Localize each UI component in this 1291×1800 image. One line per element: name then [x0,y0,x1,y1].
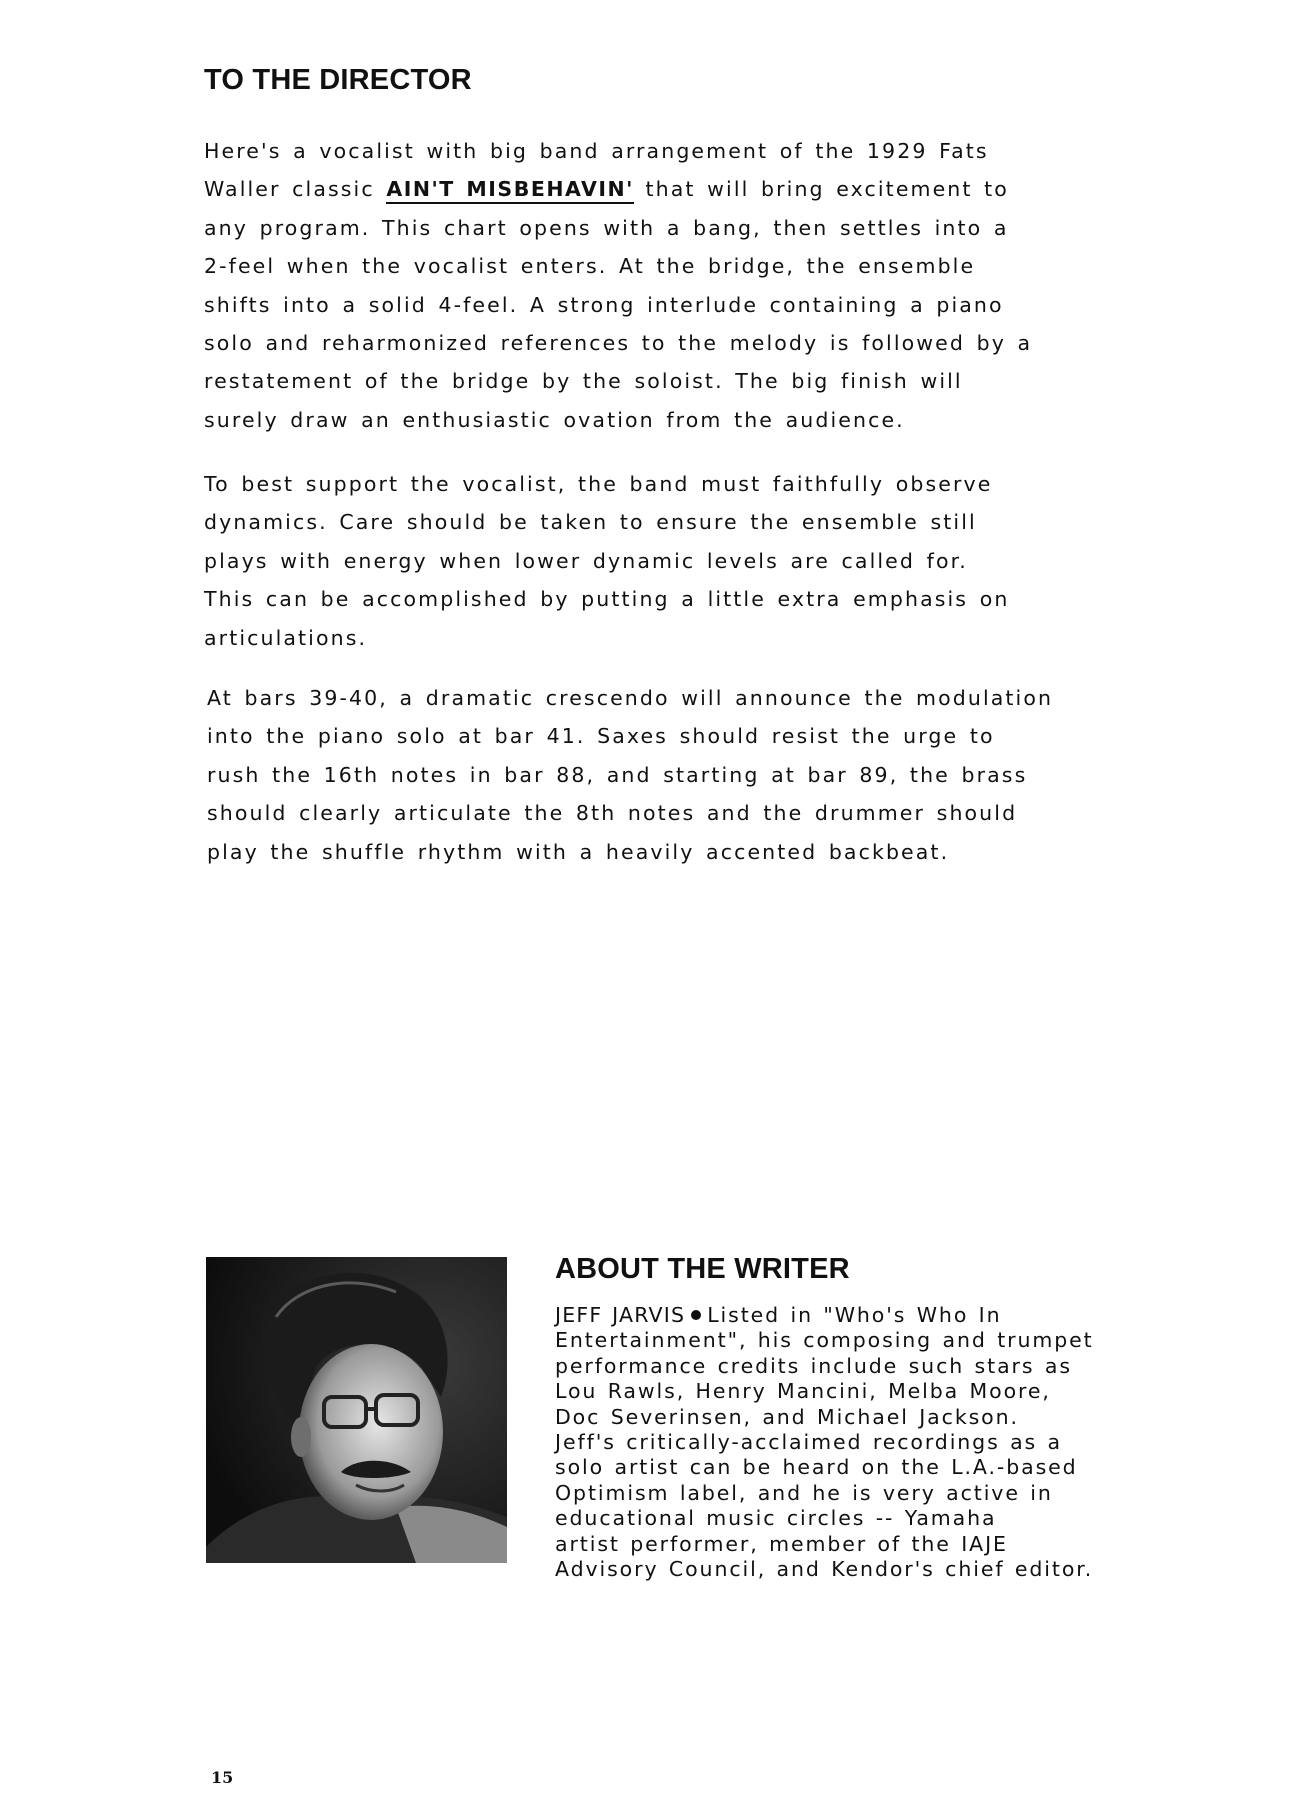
text-line: artist performer, member of the IAJE [555,1531,1008,1556]
text-line: restatement of the bridge by the soloist. The big finish will [204,369,963,394]
text-line: surely draw an enthusiastic ovation from the audience. [204,407,905,432]
writer-bio [555,1303,1155,1582]
text-line: educational music circles -- Yamaha [555,1506,997,1531]
writer-heading: ABOUT THE WRITER [555,1253,850,1285]
text-line: Advisory Council, and Kendor's chief editor. [555,1557,1094,1582]
text-line: Doc Severinsen, and Michael Jackson. [555,1404,1019,1429]
writer-name: JEFF JARVIS [555,1303,686,1327]
text-line: Lou Rawls, Henry Mancini, Melba Moore, [555,1379,1051,1404]
text-line: articulations. [204,625,368,650]
text-line: Here's a vocalist with big band arrangement of the 1929 Fats [204,139,989,163]
text-line: any program. This chart opens with a bang, then settles into a [204,215,1009,240]
text-line: Optimism label, and he is very active in [555,1480,1053,1505]
director-paragraph-1 [204,132,1104,439]
text-line: To best support the vocalist, the band must faithfully observe [204,472,993,496]
text-fragment: Waller classic [204,177,375,202]
text-line [204,170,1104,208]
text-line: shifts into a solid 4-feel. A strong interlude containing a piano [204,292,1004,317]
text-line: play the shuffle rhythm with a heavily accented backbeat. [207,839,950,864]
text-line: Jeff's critically-acclaimed recordings as a [555,1430,1063,1455]
song-title: AIN'T MISBEHAVIN' [386,177,634,204]
writer-portrait-photo [206,1257,507,1563]
text-line: Entertainment", his composing and trumpet [555,1328,1094,1353]
text-line: dynamics. Care should be taken to ensure the ensemble still [204,510,977,535]
director-paragraph-3 [207,679,1107,871]
text-line: into the piano solo at bar 41. Saxes should resist the urge to [207,724,995,749]
text-line: plays with energy when lower dynamic levels are called for. [204,548,968,573]
text-line: 2-feel when the vocalist enters. At the bridge, the ensemble [204,254,976,279]
text-line: At bars 39-40, a dramatic crescendo will announce the modulation [207,686,1054,710]
text-line: solo and reharmonized references to the melody is followed by a [204,331,1033,356]
text-fragment: Listed in "Who's Who In [707,1303,1002,1327]
text-line: performance credits include such stars as [555,1353,1072,1378]
bullet-icon [691,1310,701,1320]
text-line: rush the 16th notes in bar 88, and starting at bar 89, the brass [207,762,1028,787]
text-line: This can be accomplished by putting a little extra emphasis on [204,587,1010,612]
page-number: 15 [211,1768,234,1787]
text-line [555,1303,1155,1328]
text-line: solo artist can be heard on the L.A.-based [555,1455,1078,1480]
director-paragraph-2 [204,465,1104,657]
text-line: should clearly articulate the 8th notes and the drummer should [207,801,1018,826]
text-fragment: that will bring excitement to [645,177,1009,202]
portrait-illustration [206,1257,507,1563]
director-heading: TO THE DIRECTOR [204,64,472,96]
